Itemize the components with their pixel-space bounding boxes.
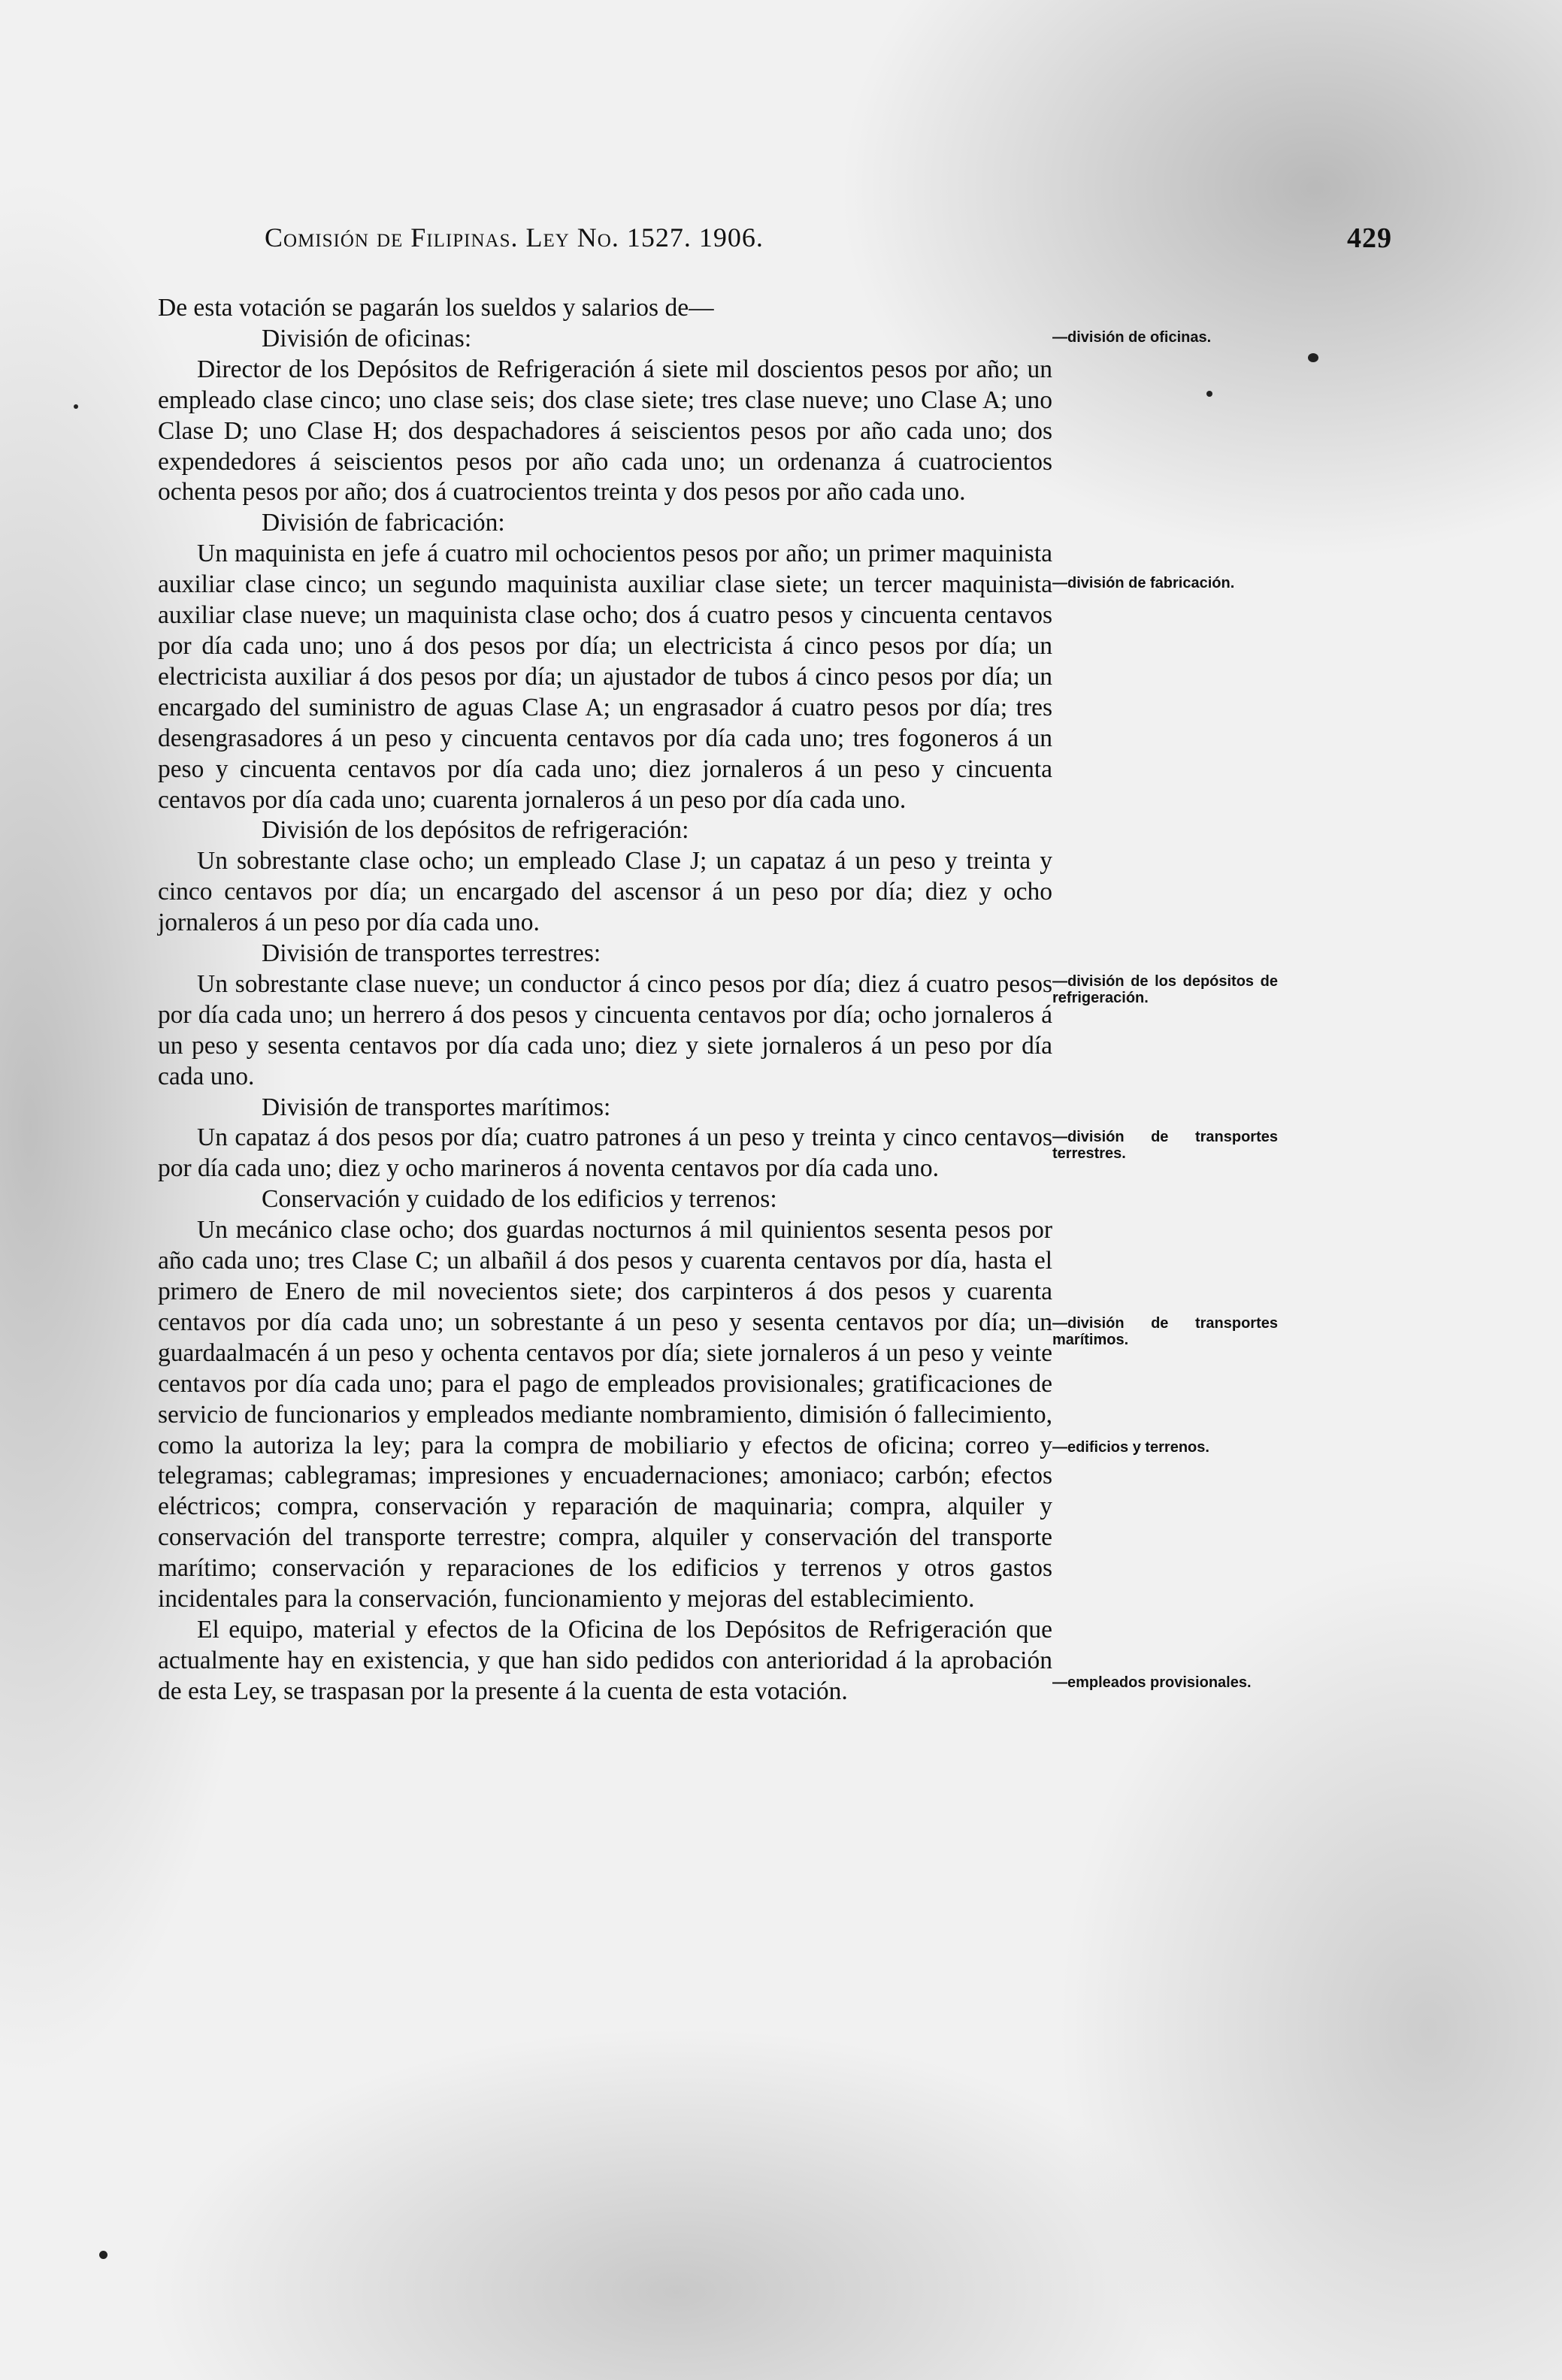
margin-note: —división de fabricación. [1052,575,1235,591]
running-title: Comisión de Filipinas. Ley No. 1527. 1906. [265,222,764,253]
main-text [158,293,1052,1707]
paragraph: Un maquinista en jefe á cuatro mil ochocientos pesos por año; un primer maquinista auxiliar clase cinco; un segundo maquinista auxiliar clase siete; un tercer maquinista auxiliar clase nueve; un maquinista clase ocho; dos á cuatro pesos y cincuenta centavos por día cada uno; uno á dos pesos por día; un electricista á cinco pesos por día; un electricista auxiliar á dos pesos por día; un ajustador de tubos á cinco pesos por día; un encargado del suministro de aguas Clase A; un engrasador á cuatro pesos por día; tres desengrasadores á un peso y cincuenta centavos por día cada uno; tres fogoneros á un peso y cincuenta centavos por día cada uno; diez jornaleros á un peso y cincuenta centavos por día cada uno; cuarenta jornaleros á un peso por día cada uno. [158,540,1052,814]
section-heading: División de oficinas: [262,324,472,352]
margin-note: —división de los depósitos de refrigeración. [1052,973,1278,1006]
section-heading: División de los depósitos de refrigeración: [262,816,689,845]
paragraph: Director de los Depósitos de Refrigeración á siete mil doscientos pesos por año; un empleado clase cinco; uno clase seis; dos clase siete; tres clase nueve; uno Clase A; uno Clase D; uno Clase H; dos despachadores á seiscientos pesos por año cada uno; dos expendedores á seiscientos pesos por año cada uno; un ordenanza á cuatrocientos ochenta pesos por año; dos á cuatrocientos treinta y dos pesos por año cada uno. [158,355,1052,507]
margin-note: —edificios y terrenos. [1052,1439,1209,1456]
margin-note: —división de transportes marítimos. [1052,1315,1278,1348]
ink-speck [74,404,78,409]
paragraph: Un mecánico clase ocho; dos guardas nocturnos á mil quinientos sesenta pesos por año cada uno; tres Clase C; un albañil á dos pesos y cuarenta centavos por día, hasta el primero de Enero de mil novecientos siete; dos carpinteros á dos pesos y cuarenta centavos por día cada uno; un sobrestante á un peso y sesenta centavos por día; un guardaalmacén á un peso y ochenta centavos por día; siete jornaleros á un peso y veinte centavos por día cada uno; para el pago de empleados provisionales; gratificaciones de servicio de funcionarios y empleados mediante nombramiento, dimisión ó fallecimiento, como la autoriza la ley; para la compra de mobiliario y efectos de oficina; correo y telegramas; cablegramas; impresiones y encuadernaciones; amoniaco; carbón; efectos eléctricos; compra, conservación y reparación de maquinaria; compra, alquiler y conservación del transporte terrestre; compra, alquiler y conservación del transporte marítimo; conservación y reparaciones de los edificios y terrenos y otros gastos incidentales para la conservación, funcionamiento y mejoras del establecimiento. [158,1216,1052,1613]
section-heading: División de transportes marítimos: [262,1093,611,1121]
paragraph: Un sobrestante clase ocho; un empleado Clase J; un capataz á un peso y treinta y cinco centavos por día; un encargado del ascensor á un peso por día; diez y ocho jornaleros á un peso por día cada uno. [158,847,1052,937]
page-number: 429 [1347,222,1392,254]
running-header [265,222,1392,259]
intro-line: De esta votación se pagarán los sueldos y salarios de— [158,294,714,322]
margin-note: —empleados provisionales. [1052,1674,1252,1691]
margin-note: —división de oficinas. [1052,329,1212,346]
paragraph: El equipo, material y efectos de la Oficina de los Depósitos de Refrigeración que actualmente hay en existencia, y que han sido pedidos con anterioridad á la aprobación de esta Ley, se traspasan por la presente á la cuenta de esta votación. [158,1615,1052,1705]
ink-speck [1206,391,1212,397]
paragraph: Un capataz á dos pesos por día; cuatro patrones á un peso y treinta y cinco centavos por día cada uno; diez y ocho marineros á noventa centavos por día cada uno. [158,1123,1052,1183]
ink-speck [99,2251,107,2259]
ink-speck [1308,353,1318,362]
paragraph: Un sobrestante clase nueve; un conductor á cinco pesos por día; diez á cuatro pesos por día cada uno; un herrero á dos pesos y cincuenta centavos por día; ocho jornaleros á un peso y sesenta centavos por día cada uno; diez y siete jornaleros á un peso por día cada uno. [158,969,1052,1090]
section-heading: División de fabricación: [262,509,505,537]
section-heading: Conservación y cuidado de los edificios y terrenos: [262,1185,777,1214]
section-heading: División de transportes terrestres: [262,939,601,968]
margin-note: —división de transportes terrestres. [1052,1129,1278,1162]
